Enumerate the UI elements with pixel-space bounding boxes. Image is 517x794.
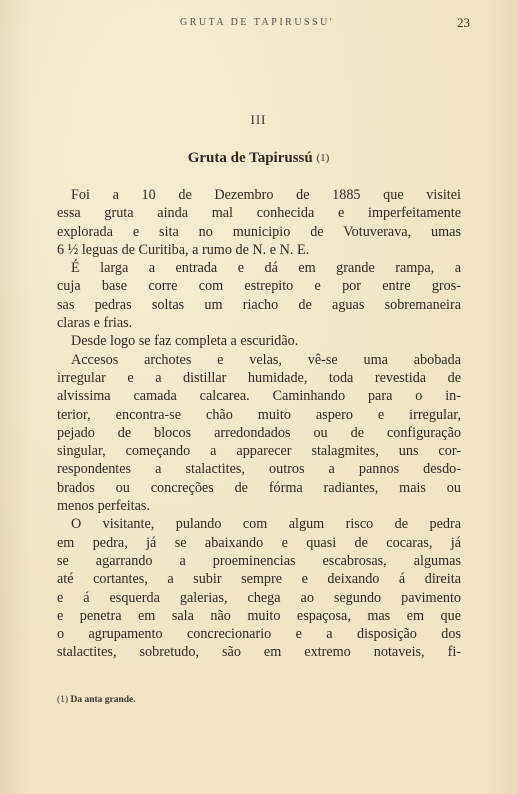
text-line: explorada e sita no municipio de Votuverava, umas <box>57 223 461 240</box>
text-line: até cortantes, a subir sempre e deixando á direita <box>57 571 461 588</box>
chapter-title-text: Gruta de Tapirussú <box>187 150 313 166</box>
text-line: Accesos archotes e velas, vê-se uma abobada <box>71 351 461 368</box>
chapter-number: III <box>250 112 267 127</box>
text-line: o agrupamento concrecionario e a disposição dos <box>57 626 461 643</box>
text-line: alvissima camada calcarea. Caminhando para o in- <box>57 388 461 405</box>
text-line: sas pedras soltas um riacho de aguas sobremaneira <box>57 296 461 313</box>
footnote-text: Da anta grande. <box>70 695 136 705</box>
text-line: singular, começando a apparecer stalagmites, uns cor- <box>57 443 461 460</box>
text-line: e penetra em sala não muito espaçosa, mas em que <box>57 607 461 624</box>
text-line: claras e frias. <box>57 315 133 332</box>
text-line: stalactites, sobretudo, são em extremo notaveis, fi- <box>57 644 461 661</box>
footnote <box>57 695 136 705</box>
footnote-reference: (1) <box>316 152 330 164</box>
running-head: GRUTA DE TAPIRUSSU' <box>180 17 335 28</box>
text-line: menos perfeitas. <box>57 498 150 515</box>
text-line: essa gruta ainda mal conhecida e imperfeitamente <box>57 205 461 222</box>
body-text <box>57 186 461 662</box>
text-line: respondentes a stalactites, outros a pannos desdo- <box>57 461 461 478</box>
text-line: É larga a entrada e dá em grande rampa, a <box>71 260 461 277</box>
text-line: se agarrando a proeminencias escabrosas, algumas <box>57 552 461 569</box>
text-line: brados ou concreções de fórma radiantes, mais ou <box>57 479 461 496</box>
page-number: 23 <box>457 15 470 30</box>
chapter-title <box>0 150 517 167</box>
text-line: terior, encontra-se chão muito aspero e irregular, <box>57 406 461 423</box>
text-line: 6 ½ leguas de Curitiba, a rumo de N. e N. E. <box>57 241 310 258</box>
text-line: Foi a 10 de Dezembro de 1885 que visitei <box>71 187 461 203</box>
text-line: em pedra, já se abaixando e quasi de cocaras, já <box>57 534 461 551</box>
text-line: e á esquerda galerias, chega ao segundo pavimento <box>57 589 461 606</box>
text-line: Desde logo se faz completa a escuridão. <box>71 333 299 350</box>
text-line: pejado de blocos arredondados ou de configuração <box>57 424 461 441</box>
text-line: O visitante, pulando com algum risco de pedra <box>71 516 461 533</box>
text-line: irregular e a distillar humidade, toda revestida de <box>57 369 461 386</box>
footnote-marker: (1) <box>57 695 69 705</box>
text-line: cuja base corre com estrepito e por entre gros- <box>57 278 461 295</box>
